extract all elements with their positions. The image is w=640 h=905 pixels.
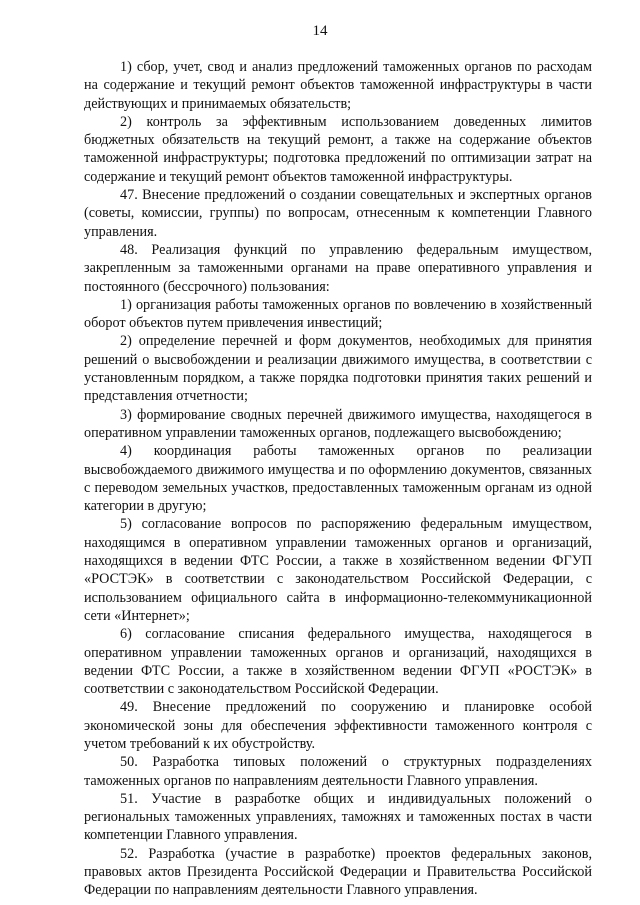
clause-51: 51. Участие в разработке общих и индивидуальных положений о региональных таможенных управлениях, таможнях и таможенных постах в части компетенции Главного управления.: [84, 790, 592, 844]
clause-50: 50. Разработка типовых положений о структурных подразделениях таможенных органов по направлениям деятельности Главного управления.: [84, 754, 592, 789]
clause-52: 52. Разработка (участие в разработке) проектов федеральных законов, правовых актов Президента Российской Федерации и Правительства Российской Федерации по направлениям деятельности Главного управления.: [84, 845, 592, 899]
page-number: 14: [312, 23, 328, 39]
clause-48-item-2: 2) определение перечней и форм документов, необходимых для принятия решений о высвобождении и реализации движимого имущества, в соответствии с установленным порядком, а также порядка подготовки принятия таких решений и представления отчетности;: [84, 333, 592, 405]
clause-48-item-3: 3) формирование сводных перечней движимого имущества, находящегося в оперативном управлении таможенных органов, подлежащего высвобождению;: [84, 406, 592, 441]
document-body: [84, 58, 592, 900]
clause-48-item-6: 6) согласование списания федерального имущества, находящегося в оперативном управлении таможенных органов и организаций, находящихся в ведении ФТС России, а также в хозяйственном ведении ФГУП «РОСТЭК» в соответствии с законодательством Российской Федерации.: [84, 626, 592, 698]
clause-48-item-5: 5) согласование вопросов по распоряжению федеральным имуществом, находящимся в оперативном управлении таможенных органов и организаций, находящихся в ведении ФТС России, а также в хозяйственном ведении ФГУП «РОСТЭК» в соответствии с законодательством Российской Федерации, с использованием официального сайта в информационно-телекоммуникационной сети «Интернет»;: [84, 516, 592, 624]
clause-48-item-4: 4) координация работы таможенных органов по реализации высвобождаемого движимого имущества и по оформлению документов, связанных с переводом земельных участков, предоставленных таможенным органам из одной категории в другую;: [84, 443, 592, 515]
clause-48-item-1: 1) организация работы таможенных органов по вовлечению в хозяйственный оборот объектов путем привлечения инвестиций;: [84, 296, 592, 332]
clause-47: 47. Внесение предложений о создании совещательных и экспертных органов (советы, комиссии, группы) по вопросам, отнесенным к компетенции Главного управления.: [84, 187, 592, 240]
clause-48: 48. Реализация функций по управлению федеральным имуществом, закрепленным за таможенными органами на праве оперативного управления и постоянного (бессрочного) пользования:: [84, 241, 592, 295]
clause-49: 49. Внесение предложений по сооружению и планировке особой экономической зоны для обеспечения эффективности таможенного контроля с учетом требований к их обустройству.: [84, 699, 592, 752]
paragraph-1-item-2: 2) контроль за эффективным использованием доведенных лимитов бюджетных обязательств на текущий ремонт, а также на содержание объектов таможенной инфраструктуры; подготовка предложений по оптимизации затрат на содержание и текущий ремонт объектов таможенной инфраструктуры.: [84, 113, 592, 185]
paragraph-1-item-1: 1) сбор, учет, свод и анализ предложений таможенных органов по расходам на содержание и текущий ремонт объектов таможенной инфраструктуры в части действующих и принимаемых обязательств;: [84, 59, 592, 112]
